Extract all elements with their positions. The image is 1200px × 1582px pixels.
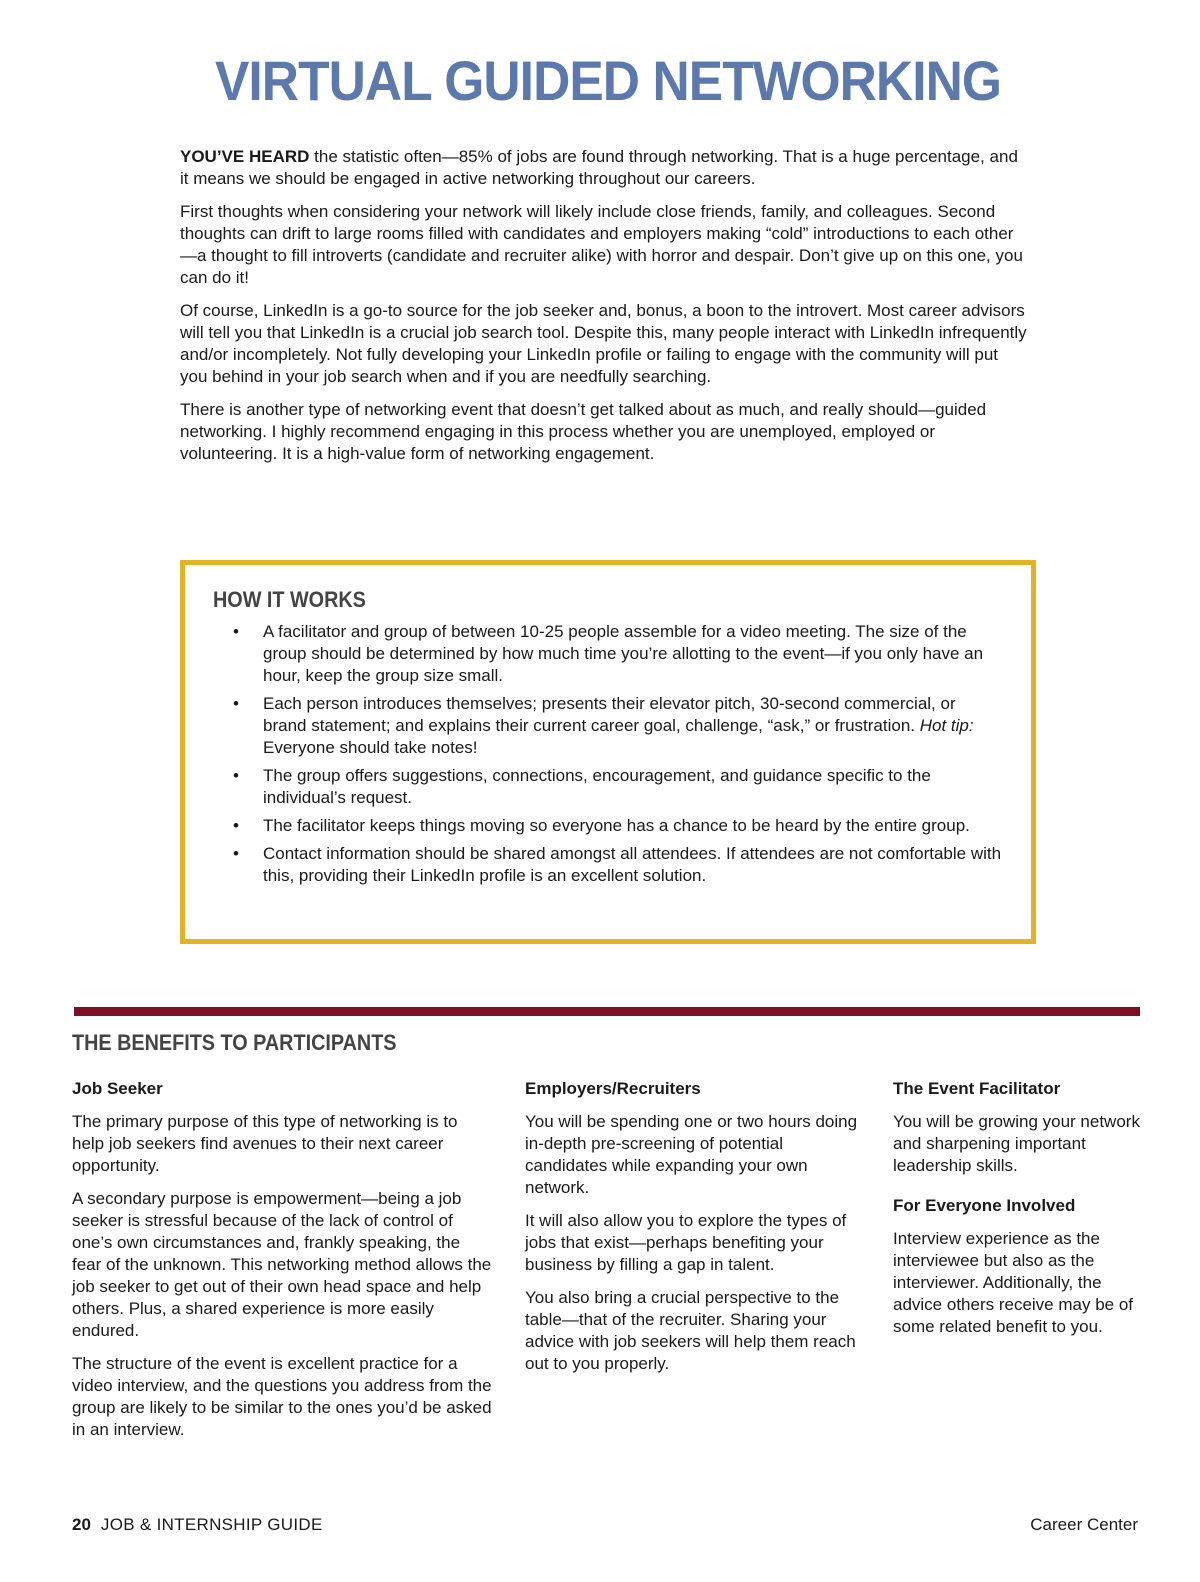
page-title: VIRTUAL GUIDED NETWORKING: [214, 49, 1002, 112]
intro-paragraph-4: There is another type of networking event that doesn’t get talked about as much, and really should—guided networking. I highly recommend engaging in this process whether you are unemployed, employed or volunteering. It is a high-value form of networking engagement.: [180, 400, 987, 463]
list-item: [233, 765, 1003, 809]
guide-title: JOB & INTERNSHIP GUIDE: [100, 1515, 323, 1534]
bullet-icon: •: [233, 816, 239, 835]
intro-paragraph-1: [180, 146, 1030, 190]
intro-section: [180, 146, 1030, 476]
job-seeker-paragraph-1: The primary purpose of this type of networking is to help job seekers find avenues to their next career opportunity.: [72, 1112, 458, 1175]
list-item: [233, 843, 1003, 887]
bullet-icon: •: [233, 622, 239, 641]
list-item-text: Each person introduces themselves; presents their elevator pitch, 30-second commercial, or brand statement; and explains their current career goal, challenge, “ask,” or frustration.: [263, 694, 956, 735]
bullet-icon: •: [233, 844, 239, 863]
intro-paragraph-2: First thoughts when considering your network will likely include close friends, family, and colleagues. Second thoughts can drift to large rooms filled with candidates and employers making “cold” introductions to each other—a thought to fill introverts (candidate and recruiter alike) with horror and despair. Don’t give up on this one, you can do it!: [180, 202, 1023, 287]
intro-paragraph-3: Of course, LinkedIn is a go-to source for the job seeker and, bonus, a boon to the introvert. Most career advisors will tell you that LinkedIn is a crucial job search tool. Despite this, many people interact with LinkedIn infrequently and/or incompletely. Not fully developing your LinkedIn profile or failing to engage with the community will put you behind in your job search when and if you are needfully searching.: [180, 301, 1027, 386]
footer-left: [72, 1515, 323, 1535]
bullet-icon: •: [233, 766, 239, 785]
facilitator-paragraph: You will be growing your network and sharpening important leadership skills.: [893, 1112, 1140, 1175]
lead-in: YOU’VE HEARD: [180, 147, 310, 166]
how-it-works-title: HOW IT WORKS: [213, 587, 366, 612]
intro-paragraph-1-text: the statistic often—85% of jobs are found through networking. That is a huge percentage, and it means we should be engaged in active networking throughout our careers.: [180, 147, 1018, 188]
hot-tip-label: Hot tip:: [919, 716, 974, 735]
employers-paragraph-3: You also bring a crucial perspective to the table—that of the recruiter. Sharing your advice with job seekers will help them reach out to you properly.: [525, 1288, 856, 1373]
employers-heading: Employers/Recruiters: [525, 1079, 701, 1098]
job-seeker-column: [72, 1078, 492, 1452]
how-it-works-list: [233, 621, 1003, 893]
everyone-heading: For Everyone Involved: [893, 1196, 1076, 1215]
list-item-text: Contact information should be shared amongst all attendees. If attendees are not comfortable with this, providing their LinkedIn profile is an excellent solution.: [263, 844, 1002, 885]
job-seeker-paragraph-3: The structure of the event is excellent practice for a video interview, and the questions you address from the group are likely to be similar to the ones you’d be asked in an interview.: [72, 1354, 492, 1439]
employers-column: [525, 1078, 860, 1386]
benefits-title: THE BENEFITS TO PARTICIPANTS: [72, 1030, 397, 1055]
page-number: 20: [72, 1515, 91, 1534]
job-seeker-paragraph-2: A secondary purpose is empowerment—being a job seeker is stressful because of the lack of control of one’s own circumstances and, frankly speaking, the fear of the unknown. This networking method allows the job seeker to get out of their own head space and help others. Plus, a shared experience is more easily endured.: [72, 1189, 492, 1340]
list-item: [233, 693, 1003, 759]
everyone-paragraph: Interview experience as the interviewee but also as the interviewer. Additionally, the advice others receive may be of some related benefit to you.: [893, 1229, 1134, 1336]
facilitator-column: [893, 1078, 1143, 1349]
facilitator-heading: The Event Facilitator: [893, 1079, 1061, 1098]
section-divider: [74, 1007, 1140, 1016]
how-it-works-box: [180, 560, 1036, 944]
list-item: [233, 815, 1003, 837]
list-item-text: A facilitator and group of between 10-25 people assemble for a video meeting. The size of the group should be determined by how much time you’re allotting to the event—if you only have an hour, keep the group size small.: [263, 622, 984, 685]
list-item: [233, 621, 1003, 687]
hot-tip-text: Everyone should take notes!: [263, 738, 478, 757]
list-item-text: The facilitator keeps things moving so everyone has a chance to be heard by the entire group.: [263, 816, 970, 835]
employers-paragraph-1: You will be spending one or two hours doing in-depth pre-screening of potential candidates while expanding your own network.: [525, 1112, 858, 1197]
bullet-icon: •: [233, 694, 239, 713]
list-item-text: The group offers suggestions, connections, encouragement, and guidance specific to the individual’s request.: [263, 766, 931, 807]
employers-paragraph-2: It will also allow you to explore the types of jobs that exist—perhaps benefiting your business by filling a gap in talent.: [525, 1211, 847, 1274]
job-seeker-heading: Job Seeker: [72, 1079, 163, 1098]
footer-right: Career Center: [1030, 1515, 1138, 1534]
